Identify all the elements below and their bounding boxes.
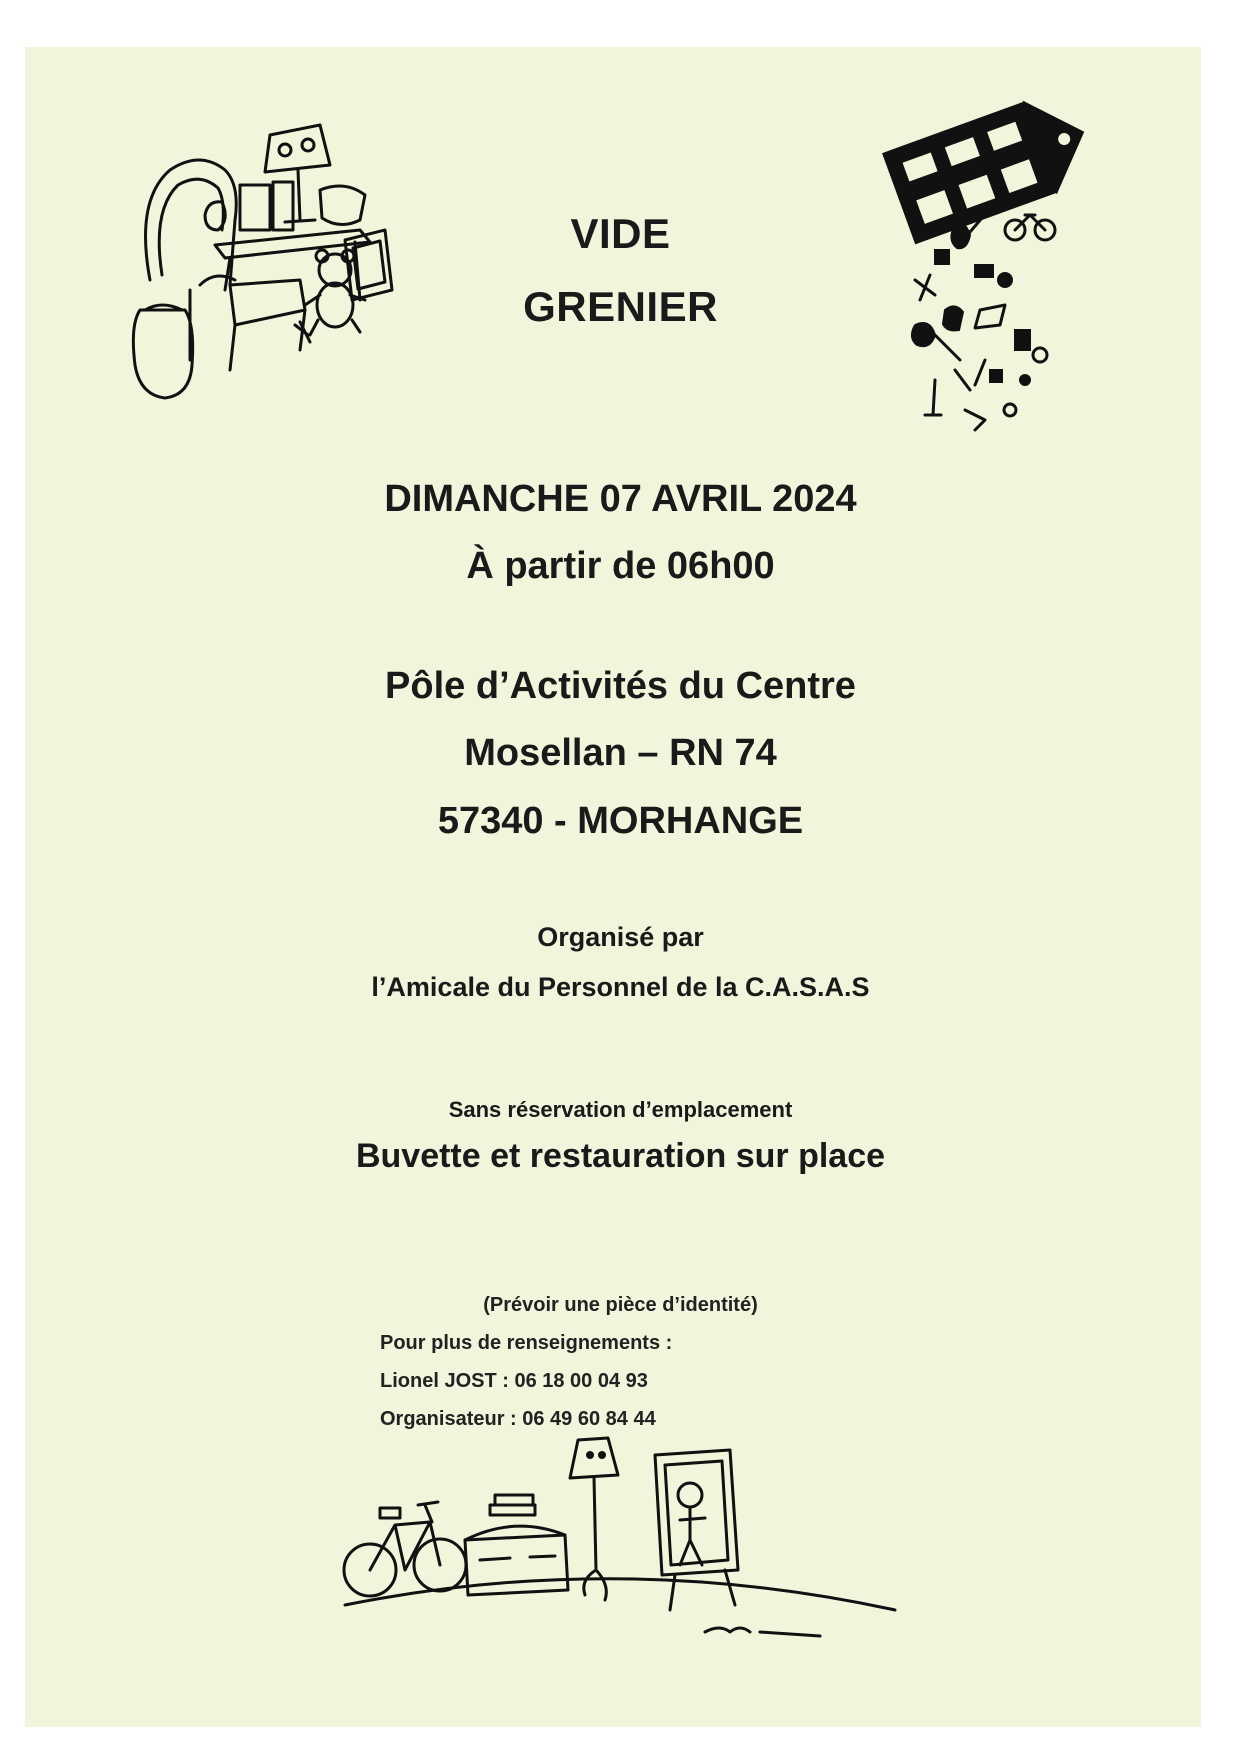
food-note: Buvette et restauration sur place	[355, 1137, 886, 1175]
title-line-vide: VIDE	[570, 210, 671, 257]
organizer-name: l’Amicale du Personnel de la C.A.S.A.S	[371, 972, 870, 1002]
event-date: DIMANCHE 07 AVRIL 2024	[384, 478, 857, 520]
info-label: Pour plus de renseignements :	[380, 1332, 673, 1354]
contact-organizer: Organisateur : 06 49 60 84 44	[380, 1408, 656, 1430]
id-document-note: (Prévoir une pièce d’identité)	[483, 1294, 758, 1316]
walking-objects-illustration	[340, 1410, 910, 1640]
house-emptying-objects-illustration	[875, 80, 1095, 440]
address-line-1: Pôle d’Activités du Centre	[385, 665, 856, 707]
event-time: À partir de 06h00	[466, 545, 775, 587]
no-reservation-note: Sans réservation d’emplacement	[448, 1097, 793, 1122]
address-line-2: Mosellan – RN 74	[464, 732, 777, 774]
address-line-3: 57340 - MORHANGE	[437, 800, 804, 842]
contact-lionel-jost: Lionel JOST : 06 18 00 04 93	[380, 1370, 648, 1392]
organized-by-label: Organisé par	[537, 922, 704, 952]
title-line-grenier: GRENIER	[523, 283, 718, 330]
